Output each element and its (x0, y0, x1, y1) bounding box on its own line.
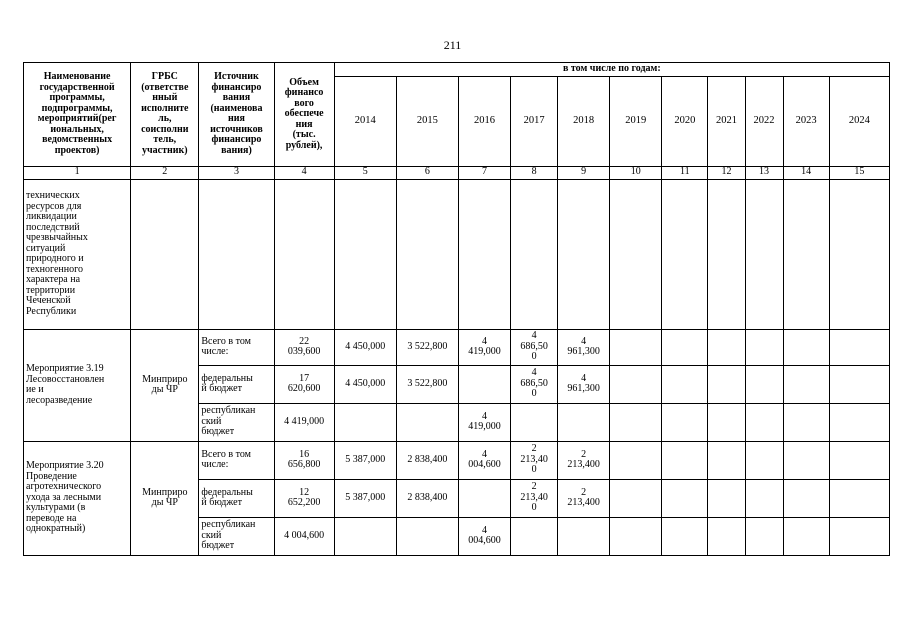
column-number: 14 (783, 166, 829, 179)
value-2016: 4 004,600 (458, 441, 510, 479)
continuation-row (24, 179, 890, 329)
value-2014 (334, 403, 396, 441)
value-2014 (334, 517, 396, 555)
value-2014: 5 387,000 (334, 479, 396, 517)
value-2014: 5 387,000 (334, 441, 396, 479)
funding-source: республикан ский бюджет (199, 403, 274, 441)
funding-total: 17 620,600 (274, 365, 334, 403)
column-number: 4 (274, 166, 334, 179)
header-year: 2020 (662, 76, 708, 166)
column-number: 1 (24, 166, 131, 179)
value-2018 (558, 517, 610, 555)
measure-name: Мероприятие 3.20 Проведение агротехнического ухода за лесными культурами (в переводе на однократный) (24, 441, 131, 555)
header-year: 2014 (334, 76, 396, 166)
column-number: 5 (334, 166, 396, 179)
funding-source: республикан ский бюджет (199, 517, 274, 555)
column-number: 11 (662, 166, 708, 179)
column-number-row (24, 166, 890, 179)
value-2016 (458, 365, 510, 403)
header-year: 2018 (558, 76, 610, 166)
header-grbs: ГРБС (ответстве нный исполните ль, соисполни тель, участник) (131, 63, 199, 167)
value-2016: 4 419,000 (458, 403, 510, 441)
value-2016 (458, 479, 510, 517)
table-row (24, 329, 890, 365)
header-program-name: Наименование государственной программы, подпрограммы, мероприятий(рег иональных, ведомственных проектов) (24, 63, 131, 167)
column-number: 7 (458, 166, 510, 179)
column-number: 8 (511, 166, 558, 179)
column-number: 13 (745, 166, 783, 179)
value-2017: 4 686,50 0 (511, 329, 558, 365)
funding-source: Всего в том числе: (199, 329, 274, 365)
header-year: 2021 (708, 76, 745, 166)
column-number: 6 (396, 166, 458, 179)
header-year: 2022 (745, 76, 783, 166)
value-2015: 2 838,400 (396, 441, 458, 479)
value-2018 (558, 403, 610, 441)
value-2018: 4 961,300 (558, 329, 610, 365)
value-2018: 2 213,400 (558, 479, 610, 517)
funding-total: 12 652,200 (274, 479, 334, 517)
value-2017: 2 213,40 0 (511, 441, 558, 479)
value-2016: 4 004,600 (458, 517, 510, 555)
value-2017 (511, 517, 558, 555)
header-year: 2023 (783, 76, 829, 166)
measure-name: Мероприятие 3.19 Лесовосстановлен ие и лесоразведение (24, 329, 131, 441)
value-2015 (396, 403, 458, 441)
header-funding-source: Источник финансиро вания (наименова ния источников финансиро вания) (199, 63, 274, 167)
value-2015 (396, 517, 458, 555)
value-2016: 4 419,000 (458, 329, 510, 365)
column-number: 3 (199, 166, 274, 179)
funding-source: федеральны й бюджет (199, 365, 274, 403)
header-year: 2024 (829, 76, 889, 166)
value-2015: 3 522,800 (396, 365, 458, 403)
header-year: 2016 (458, 76, 510, 166)
header-years-group: в том числе по годам: (334, 63, 889, 77)
value-2018: 4 961,300 (558, 365, 610, 403)
value-2014: 4 450,000 (334, 365, 396, 403)
funding-source: федеральны й бюджет (199, 479, 274, 517)
funding-total: 16 656,800 (274, 441, 334, 479)
page-number: 211 (443, 38, 462, 52)
value-2017 (511, 403, 558, 441)
column-number: 12 (708, 166, 745, 179)
header-year: 2015 (396, 76, 458, 166)
value-2017: 4 686,50 0 (511, 365, 558, 403)
financing-table (23, 62, 890, 556)
value-2015: 3 522,800 (396, 329, 458, 365)
value-2017: 2 213,40 0 (511, 479, 558, 517)
column-number: 9 (558, 166, 610, 179)
value-2015: 2 838,400 (396, 479, 458, 517)
funding-source: Всего в том числе: (199, 441, 274, 479)
measure-grbs: Минприро ды ЧР (131, 441, 199, 555)
measure-grbs: Минприро ды ЧР (131, 329, 199, 441)
continuation-text: технических ресурсов для ликвидации последствий чрезвычайных ситуаций природного и техногенного характера на территории Чеченской Республики (24, 179, 131, 329)
header-funding-volume: Объем финансо вого обеспече ния (тыс. рублей), (274, 63, 334, 167)
value-2014: 4 450,000 (334, 329, 396, 365)
funding-total: 22 039,600 (274, 329, 334, 365)
header-year: 2019 (610, 76, 662, 166)
funding-total: 4 419,000 (274, 403, 334, 441)
column-number: 10 (610, 166, 662, 179)
header-year: 2017 (511, 76, 558, 166)
table-row (24, 441, 890, 479)
column-number: 15 (829, 166, 889, 179)
funding-total: 4 004,600 (274, 517, 334, 555)
column-number: 2 (131, 166, 199, 179)
value-2018: 2 213,400 (558, 441, 610, 479)
